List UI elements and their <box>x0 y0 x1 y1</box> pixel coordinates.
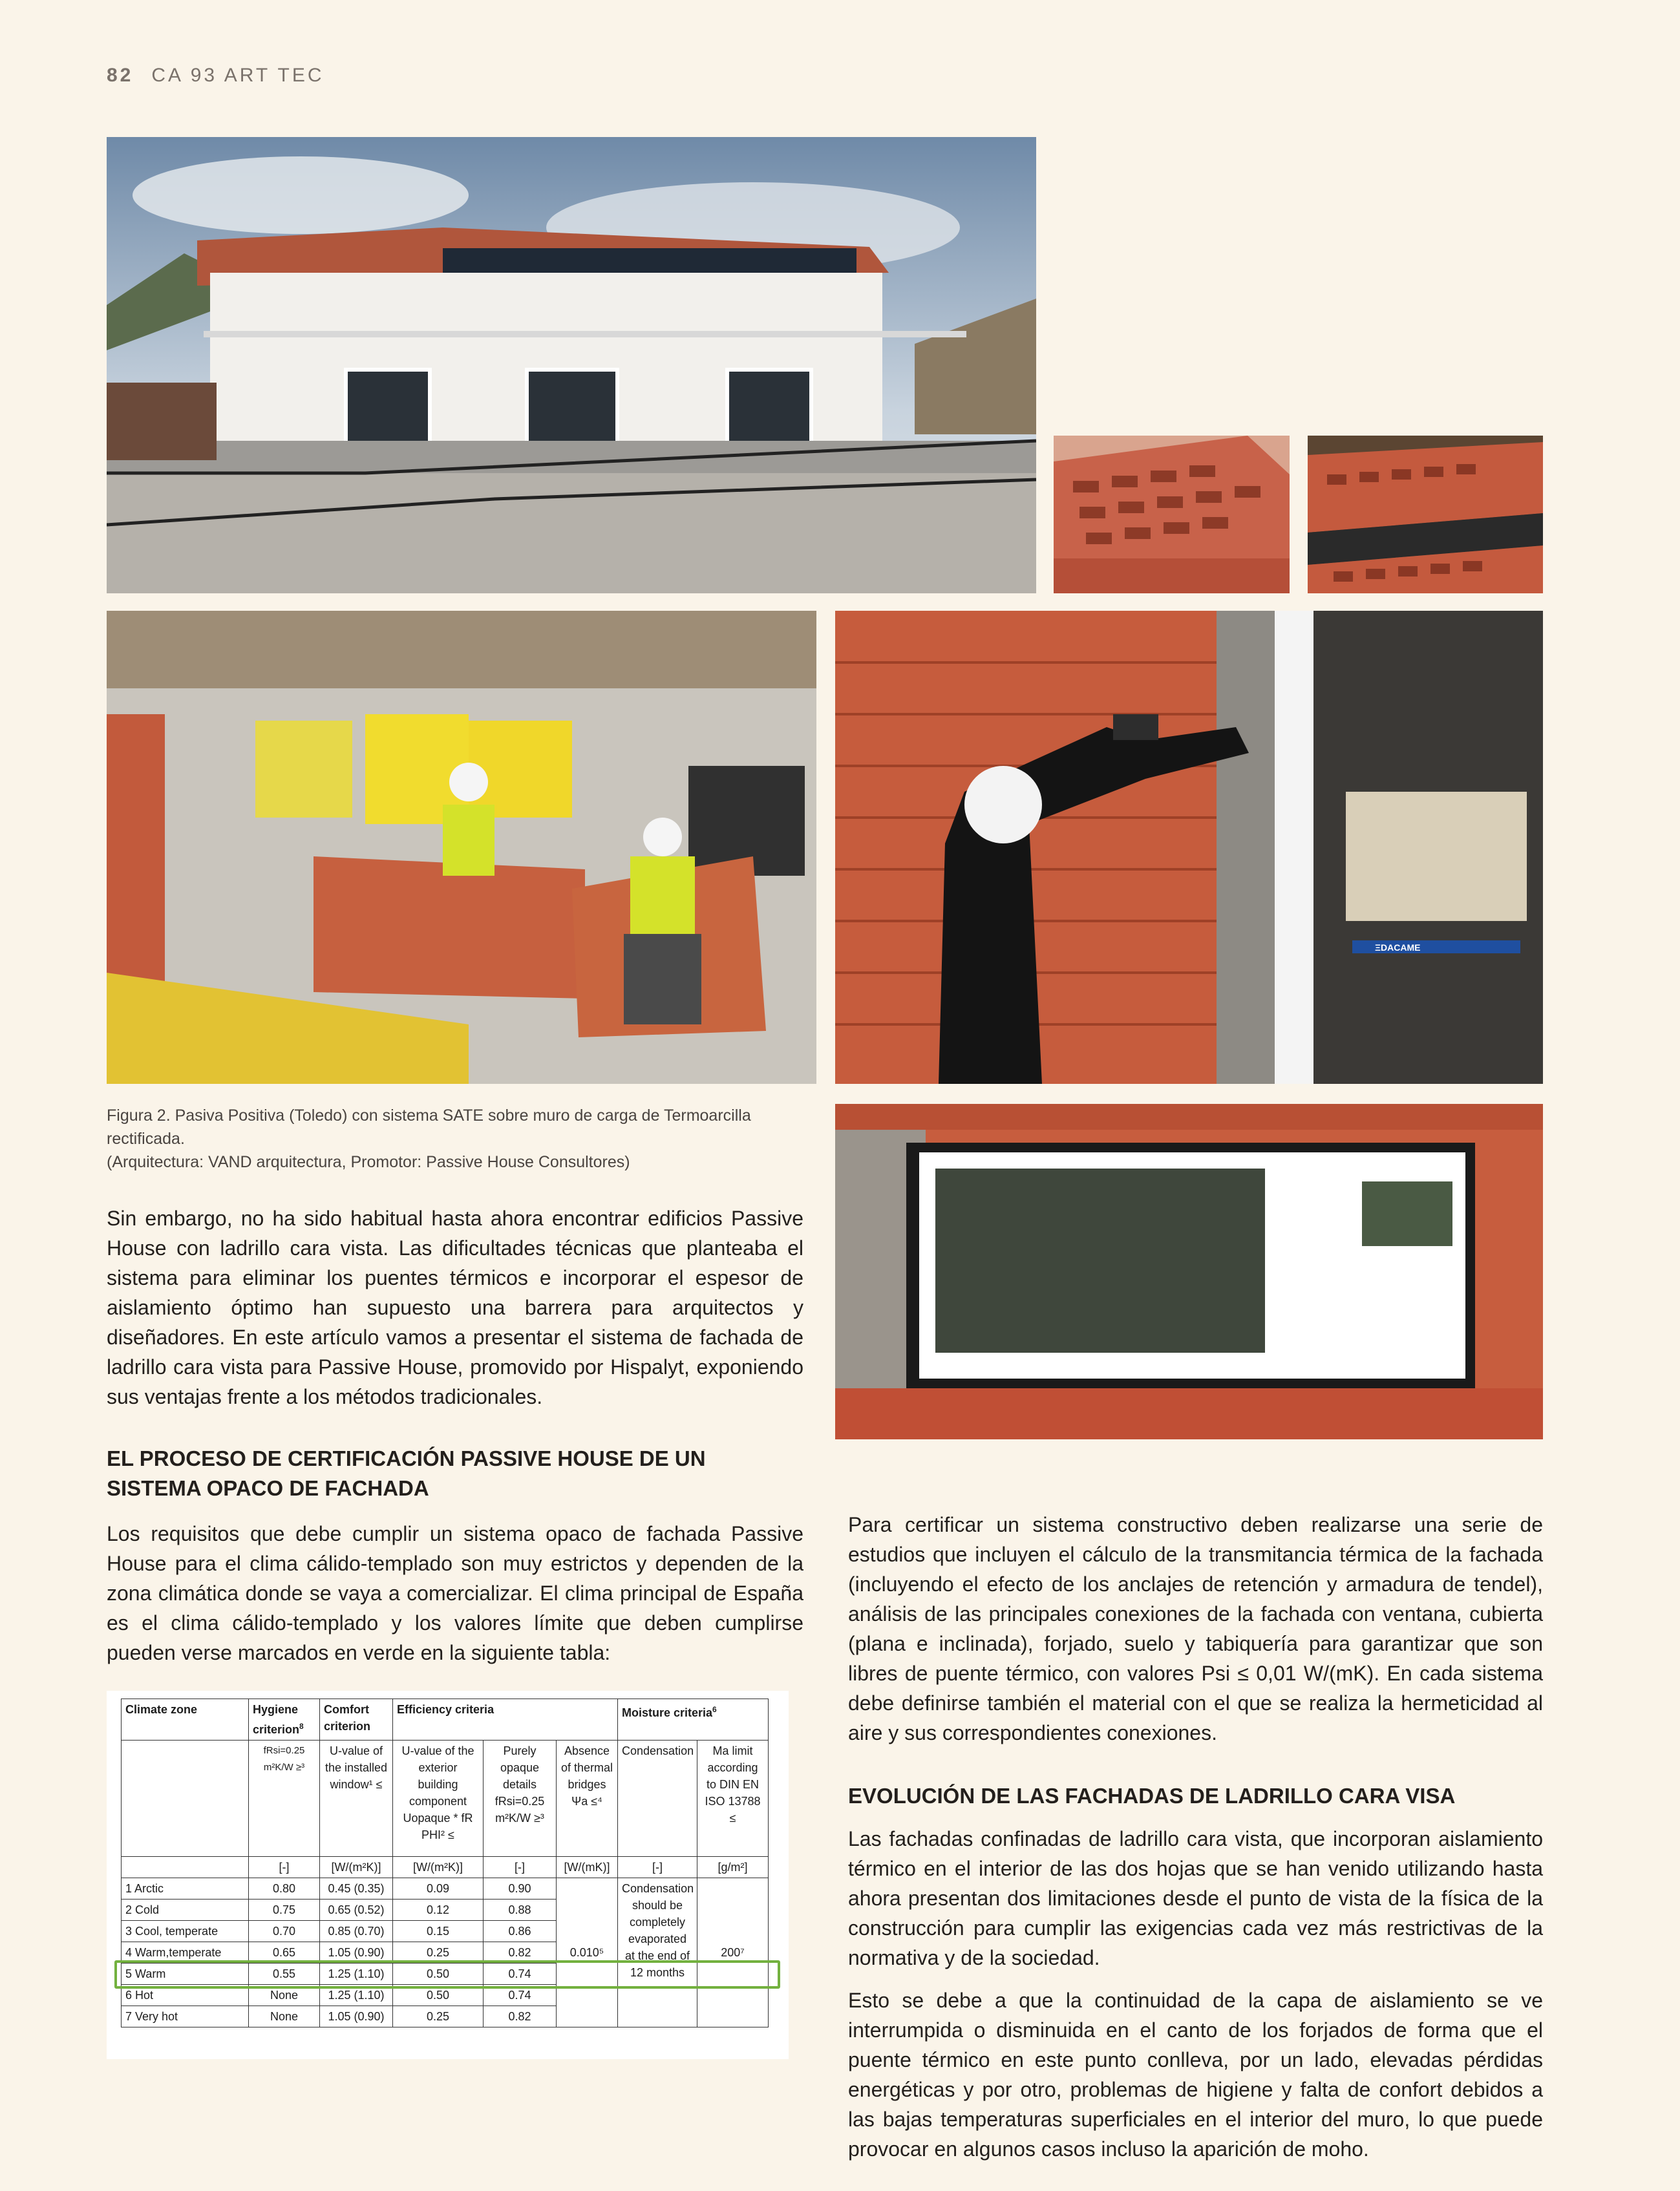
zone-cell: 4 Warm,temperate <box>122 1942 249 1963</box>
unit-cell: [W/(mK)] <box>557 1857 618 1878</box>
comfort-cell: 0.45 (0.35) <box>320 1878 393 1900</box>
comfort-cell: 1.05 (0.90) <box>320 1942 393 1963</box>
sub-condensation: Condensation <box>618 1741 697 1857</box>
u-cell: 0.25 <box>393 1942 484 1963</box>
left-column <box>107 1203 803 1667</box>
publication-name: CA 93 ART TEC <box>151 65 324 86</box>
caption-line-1: Figura 2. Pasiva Positiva (Toledo) con sistema SATE sobre muro de carga de Termoarcilla rectificada. <box>107 1106 751 1148</box>
page-number: 82 <box>107 65 134 86</box>
zone-cell: 5 Warm <box>122 1963 249 1985</box>
sub-absence: Absence of thermal bridges Ψa ≤⁴ <box>557 1741 618 1857</box>
opaque-cell: 0.82 <box>484 1942 557 1963</box>
pallet-label: ΞDACAME <box>1375 942 1421 953</box>
unit-cell: [g/m²] <box>697 1857 769 1878</box>
unit-cell: [-] <box>618 1857 697 1878</box>
caption-line-2: (Arquitectura: VAND arquitectura, Promotor: Passive House Consultores) <box>107 1153 630 1171</box>
right-paragraph-3: Esto se debe a que la continuidad de la capa de aislamiento se ve interrumpida o disminuida en el canto de los forjados de forma que el puente térmico en este punto conlleva, por un lado, elevadas pérdidas energéticas y por otro, problemas de higiene y falta de confort debidos a las bajas temperaturas superficiales en el interior del muro, lo que puede provocar en algunos casos incluso la aparición de moho. <box>848 1989 1543 2161</box>
sub-hygiene: fRsi=0.25 m²K/W ≥³ <box>249 1741 320 1857</box>
photo-house-exterior <box>107 137 1036 593</box>
unit-cell: [-] <box>249 1857 320 1878</box>
unit-cell: [W/(m²K)] <box>320 1857 393 1878</box>
u-cell: 0.12 <box>393 1900 484 1921</box>
u-cell: 0.50 <box>393 1985 484 2006</box>
sub-purely-opaque: Purely opaque details fRsi=0.25 m²K/W ≥³ <box>484 1741 557 1857</box>
hygiene-cell: 0.55 <box>249 1963 320 1985</box>
condensation-note: Condensation should be completely evaporated at the end of 12 months <box>618 1878 697 2027</box>
unit-cell: [W/(m²K)] <box>393 1857 484 1878</box>
absence-value: 0.010⁵ <box>557 1878 618 2027</box>
figure-caption <box>107 1104 831 1174</box>
zone-cell: 3 Cool, temperate <box>122 1921 249 1942</box>
opaque-cell: 0.88 <box>484 1900 557 1921</box>
unit-cell: [-] <box>484 1857 557 1878</box>
comfort-cell: 1.25 (1.10) <box>320 1985 393 2006</box>
zone-cell: 2 Cold <box>122 1900 249 1921</box>
right-column <box>848 1510 1543 2164</box>
comfort-cell: 1.25 (1.10) <box>320 1963 393 1985</box>
climate-criteria-table <box>107 1691 789 2059</box>
sub-comfort: U-value of the installed window¹ ≤ <box>320 1741 393 1857</box>
photo-window-detail <box>835 1104 1543 1439</box>
opaque-cell: 0.82 <box>484 2006 557 2027</box>
ma-value: 200⁷ <box>697 1878 769 2027</box>
comfort-cell: 1.05 (0.90) <box>320 2006 393 2027</box>
hygiene-cell: None <box>249 2006 320 2027</box>
right-paragraph-2: Las fachadas confinadas de ladrillo cara vista, que incorporan aislamiento térmico en el interior de las dos hojas que se han venido utilizando hasta ahora presentan dos limitaciones desde el punto de vista de la física de la construcción para cumplir las exigencias cada vez más restrictivas de la normativa y de la sociedad. <box>848 1827 1543 1969</box>
td-empty <box>122 1741 249 1857</box>
hygiene-cell: 0.80 <box>249 1878 320 1900</box>
u-cell: 0.50 <box>393 1963 484 1985</box>
intro-paragraph: Sin embargo, no ha sido habitual hasta ahora encontrar edificios Passive House con ladrillo cara vista. Las dificultades técnicas que planteaba el sistema para eliminar los puentes térmicos e incorporar el espesor de aislamiento óptimo han supuesto una barrera para arquitectos y diseñadores. En este artículo vamos a presentar el sistema de fachada de ladrillo cara vista para Passive House, promovido por Hispalyt, exponiendo sus ventajas frente a los métodos tradicionales. <box>107 1207 803 1408</box>
photo-worker-drilling <box>835 611 1543 1084</box>
right-paragraph-1: Para certificar un sistema constructivo deben realizarse una serie de estudios que incluyen el cálculo de la transmitancia térmica de la fachada (incluyendo el efecto de los anclajes de retención y armadura de tendel), análisis de las principales conexiones de la fachada con ventana, cubierta (plana e inclinada), forjado, suelo y tabiquería para garantizar que son libres de puente térmico, con valores Psi ≤ 0,01 W/(mK). En cada sistema debe definirse también el material con el que se realiza la hermeticidad al aire y sus correspondientes conexiones. <box>848 1513 1543 1744</box>
hygiene-cell: 0.65 <box>249 1942 320 1963</box>
zone-cell: 6 Hot <box>122 1985 249 2006</box>
opaque-cell: 0.74 <box>484 1963 557 1985</box>
comfort-cell: 0.85 (0.70) <box>320 1921 393 1942</box>
th-climate-zone: Climate zone <box>122 1699 249 1741</box>
hygiene-cell: None <box>249 1985 320 2006</box>
table-row <box>122 1878 769 1900</box>
td-empty <box>122 1857 249 1878</box>
zone-cell: 7 Very hot <box>122 2006 249 2027</box>
photo-brick-closeup <box>1054 436 1290 593</box>
warm-temperate-highlight <box>114 1960 780 1989</box>
photo-brick-insulated <box>1308 436 1543 593</box>
hygiene-cell: 0.70 <box>249 1921 320 1942</box>
u-cell: 0.25 <box>393 2006 484 2027</box>
th-moisture: Moisture criteria$^6$ <box>618 1699 769 1741</box>
zone-cell: 1 Arctic <box>122 1878 249 1900</box>
opaque-cell: 0.74 <box>484 1985 557 2006</box>
th-comfort: Comfort criterion <box>320 1699 393 1741</box>
certification-paragraph: Los requisitos que debe cumplir un sistema opaco de fachada Passive House para el clima cálido-templado son muy estrictos y dependen de la zona climática donde se vaya a comercializar. El clima principal de España es el clima cálido-templado y los valores límite que deben cumplirse pueden verse marcados en verde en la siguiente tabla: <box>107 1522 803 1664</box>
u-cell: 0.09 <box>393 1878 484 1900</box>
opaque-cell: 0.90 <box>484 1878 557 1900</box>
comfort-cell: 0.65 (0.52) <box>320 1900 393 1921</box>
opaque-cell: 0.86 <box>484 1921 557 1942</box>
page-header <box>107 65 324 87</box>
hygiene-cell: 0.75 <box>249 1900 320 1921</box>
u-cell: 0.15 <box>393 1921 484 1942</box>
section-heading-certification: EL PROCESO DE CERTIFICACIÓN PASSIVE HOUSE DE UN SISTEMA OPACO DE FACHADA <box>107 1446 706 1500</box>
sub-ma-limit: Ma limit according to DIN EN ISO 13788 ≤ <box>697 1741 769 1857</box>
section-heading-evolution: EVOLUCIÓN DE LAS FACHADAS DE LADRILLO CARA VISA <box>848 1784 1456 1808</box>
th-efficiency: Efficiency criteria <box>393 1699 618 1741</box>
photo-construction-site <box>107 611 816 1084</box>
sub-u-value: U-value of the exterior building component Uopaque * fR PHI² ≤ <box>393 1741 484 1857</box>
th-hygiene: Hygiene criterion$^8$ <box>249 1699 320 1741</box>
